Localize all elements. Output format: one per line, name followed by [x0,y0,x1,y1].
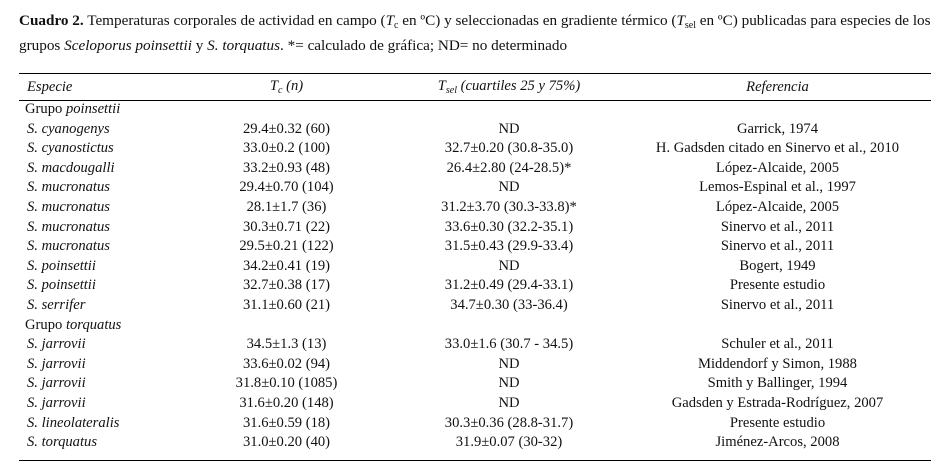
species-cell: S. cyanostictus [27,140,114,157]
tc-symbol: T [385,12,395,29]
reference-cell: Gadsden y Estrada-Rodríguez, 2007 [671,394,884,411]
caption-text: Temperaturas corporales de actividad en campo ( [83,12,386,29]
tc-subscript: c [278,85,283,96]
caption-species: Sceloporus poinsettii [64,37,192,54]
reference-cell: Presente estudio [729,277,826,294]
reference-cell: Lemos-Espinal et al., 1997 [699,179,856,196]
group-prefix: Grupo [25,101,66,117]
tc-cell: 33.6±0.02 (94) [242,355,331,372]
tsel-cell: 33.6±0.30 (32.2-35.1) [444,218,574,235]
reference-cell: Sinervo et al., 2011 [720,218,835,235]
tc-cell: 31.0±0.20 (40) [242,434,331,451]
tc-cell: 31.6±0.20 (148) [239,394,334,411]
tc-cell: 28.1±1.7 (36) [246,198,327,215]
header-tsel [394,74,624,100]
reference-cell: López-Alcaide, 2005 [715,159,840,176]
tc-cell: 34.5±1.3 (13) [246,336,327,353]
group-label [19,100,931,120]
tc-cell: 33.2±0.93 (48) [242,159,331,176]
tsel-symbol: T [676,12,685,29]
table-body [19,100,931,453]
species-cell: S. cyanogenys [27,120,110,137]
tc-cell: 30.3±0.71 (22) [242,218,331,235]
species-cell: S. torquatus [27,434,98,451]
reference-cell: Presente estudio [729,414,826,431]
caption-text: y [191,37,208,54]
table-row [19,335,931,355]
reference-cell: Sinervo et al., 2011 [720,238,835,255]
tsel-symbol: T [437,78,446,94]
species-cell: S. poinsettii [27,257,96,274]
tsel-cell: 31.5±0.43 (29.9-33.4) [444,238,574,255]
reference-cell: Bogert, 1949 [739,257,816,274]
tc-cell: 31.6±0.59 (18) [242,414,331,431]
group-name: poinsettii [65,101,121,117]
tc-symbol: T [269,78,278,94]
table-row [19,296,931,316]
tsel-cell: ND [498,120,520,137]
species-cell: S. mucronatus [27,238,110,255]
table-row [19,218,931,238]
tsel-cell: 31.9±0.07 (30-32) [455,434,563,451]
header-row [19,74,931,100]
tsel-cell: ND [498,257,520,274]
table-row [19,374,931,394]
tc-cell: 33.0±0.2 (100) [242,140,331,157]
table-row [19,159,931,179]
species-cell: S. serrifer [27,296,86,313]
table-row [19,257,931,277]
group-row-torquatus [19,316,931,336]
header-tsel-rest: (cuartiles 25 y 75%) [457,78,581,94]
table-row [19,198,931,218]
reference-cell: Smith y Ballinger, 1994 [707,375,848,392]
tc-subscript: c [394,20,399,31]
header-tc-rest: (n) [282,78,304,94]
tsel-cell: 34.7±0.30 (33-36.4) [450,296,568,313]
tsel-subscript: sel [684,20,696,31]
tsel-cell: ND [498,394,520,411]
tsel-cell: 31.2±3.70 (30.3-33.8)* [441,198,577,215]
tsel-cell: 26.4±2.80 (24-28.5)* [446,159,572,176]
table-row [19,394,931,414]
reference-cell: H. Gadsden citado en Sinervo et al., 2010 [655,140,900,157]
group-prefix: Grupo [25,316,66,333]
table-row [19,178,931,198]
species-cell: S. jarrovii [27,394,86,411]
caption-text: en ºC) publicadas para especies de los grupos [19,12,931,54]
species-cell: S. jarrovii [27,355,86,372]
tc-cell: 31.1±0.60 (21) [242,296,331,313]
group-row-poinsettii [19,100,931,120]
table-row [19,414,931,434]
reference-cell: Jiménez-Arcos, 2008 [715,434,840,451]
tsel-cell: 30.3±0.36 (28.8-31.7) [444,414,574,431]
species-cell: S. mucronatus [27,218,110,235]
table-row [19,237,931,257]
tsel-cell: ND [498,375,520,392]
header-especie: Especie [27,78,73,95]
caption-text: . *= calculado de gráfica; ND= no determinado [280,37,568,54]
tc-cell: 34.2±0.41 (19) [242,257,331,274]
tc-cell: 29.5±0.21 (122) [239,238,334,255]
table-row [19,355,931,375]
tsel-cell: 31.2±0.49 (29.4-33.1) [444,277,574,294]
tsel-cell: ND [498,179,520,196]
reference-cell: Schuler et al., 2011 [721,336,834,353]
temperature-table [19,74,931,453]
species-cell: S. jarrovii [27,375,86,392]
species-cell: S. mucronatus [27,198,110,215]
reference-cell: Garrick, 1974 [736,120,819,137]
tsel-cell: ND [498,355,520,372]
caption-label: Cuadro 2. [19,12,84,29]
table-row [19,139,931,159]
species-cell: S. macdougalli [27,159,115,176]
tc-cell: 32.7±0.38 (17) [242,277,331,294]
header-tc [179,74,394,100]
table-row [19,120,931,140]
species-cell: S. poinsettii [27,277,96,294]
tsel-cell: 32.7±0.20 (30.8-35.0) [444,140,574,157]
tc-cell: 29.4±0.32 (60) [242,120,331,137]
tc-cell: 31.8±0.10 (1085) [235,375,338,392]
species-cell: S. jarrovii [27,336,86,353]
bottom-rule [19,460,931,461]
tc-cell: 29.4±0.70 (104) [239,179,334,196]
reference-cell: Middendorf y Simon, 1988 [698,355,857,372]
tsel-cell: 33.0±1.6 (30.7 - 34.5) [444,336,574,353]
species-cell: S. lineolateralis [27,414,120,431]
table-row [19,433,931,453]
header-referencia: Referencia [746,78,809,95]
caption-species: S. torquatus [207,37,281,54]
table-caption [19,11,931,56]
group-name: torquatus [65,316,122,333]
caption-text: en ºC) y seleccionadas en gradiente térmico ( [398,12,677,29]
table-row [19,276,931,296]
species-cell: S. mucronatus [27,179,110,196]
tsel-subscript: sel [445,85,457,96]
reference-cell: López-Alcaide, 2005 [715,198,840,215]
group-label [19,316,931,336]
reference-cell: Sinervo et al., 2011 [720,296,835,313]
